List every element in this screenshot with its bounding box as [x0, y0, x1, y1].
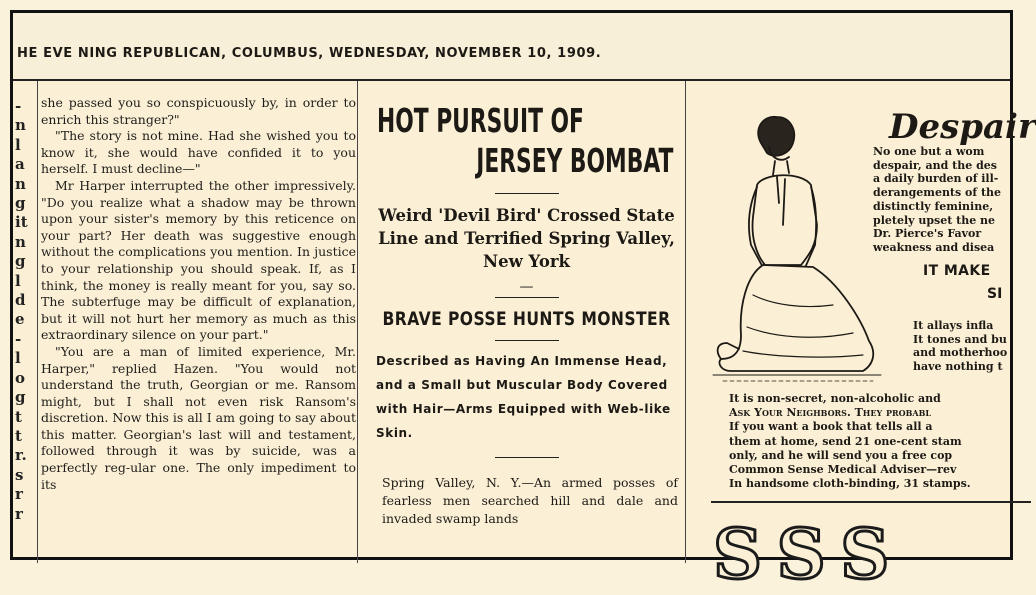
edge-letter: d — [15, 291, 26, 310]
ad-line: weakness and disea — [873, 240, 995, 254]
edge-letter: o — [15, 368, 26, 387]
story-paragraph: "The story is not mine. Had she wished you to know it, she would have confided it to you herself. I must decline—" — [41, 128, 356, 177]
divider — [495, 457, 559, 458]
ad-line: them at home, send 21 one-cent stam — [729, 434, 962, 448]
kneeling-woman-illustration — [713, 105, 883, 385]
edge-letter: a — [15, 155, 25, 174]
advertisement — [699, 81, 1036, 595]
column-rule — [357, 81, 358, 563]
ad-line: only, and he will send you a free cop — [729, 448, 953, 462]
article-summary: Described as Having An Immense Head, and a Small but Muscular Body Covered with Hair—Arms Equipped with Web-like Skin. — [376, 354, 671, 440]
ad-line: Dr. Pierce's Favor — [873, 227, 982, 241]
story-paragraph: "You are a man of limited experience, Mr. Harper," replied Hazen. "You would not understand the truth, Georgian or me. Ransom might, but I shall not even risk Ransom's discretion. Now this is all I am going to say about this matter. Georgian's last will and testament, followed through it was by suicide, was a perfectly reg-ular one. The only impediment to its — [41, 343, 356, 492]
edge-letter: r. — [15, 446, 27, 465]
column-rule — [37, 81, 38, 563]
divider — [495, 340, 559, 341]
headline-line: HOT PURSUIT OF — [377, 101, 584, 140]
ad-banner: IT MAKE — [923, 263, 991, 279]
masthead-bar — [13, 13, 1010, 81]
newspaper-page — [10, 10, 1036, 595]
edge-letter: g — [15, 252, 26, 271]
ad-line: If you want a book that tells all a — [729, 420, 933, 434]
edge-letter: n — [15, 174, 26, 193]
deck-headline: BRAVE POSSE HUNTS MONSTER — [382, 308, 671, 330]
edge-letter: r — [15, 504, 23, 523]
edge-letter: r — [15, 485, 23, 504]
headline — [377, 101, 674, 181]
serial-story-column — [41, 95, 356, 493]
ad-line: despair, and the des — [873, 158, 997, 172]
edge-letter: l — [15, 349, 21, 368]
ad-line: derangements of the — [873, 186, 1002, 200]
edge-letter: - — [15, 97, 22, 115]
ad-line: It allays infla — [913, 319, 994, 332]
ad-body — [729, 392, 1029, 491]
ad-line: It tones and bu — [913, 332, 1007, 346]
article-body: Spring Valley, N. Y.—An armed posses of fearless men searched hill and dale and invaded swamp lands — [382, 475, 678, 526]
edge-letter: t — [15, 407, 22, 426]
ad-line: pletely upset the ne — [873, 213, 996, 227]
divider — [495, 297, 559, 298]
edge-letter: n — [15, 232, 26, 251]
dash-ornament: — — [519, 279, 534, 295]
ad-line: Common Sense Medical Adviser—rev — [729, 463, 957, 477]
news-article — [360, 91, 693, 528]
edge-letter: n — [15, 116, 26, 135]
cropped-edge-column — [15, 97, 29, 524]
subheadline: Weird 'Devil Bird' Crossed State Line and Terrified Spring Valley, New York — [378, 206, 675, 271]
ad-middle — [913, 319, 1023, 373]
edge-letter: e — [15, 310, 25, 329]
ad-line: No one but a wom — [873, 145, 985, 158]
divider — [495, 193, 559, 194]
edge-letter: - — [15, 329, 22, 348]
sss-logo: SSS — [713, 515, 906, 595]
ad-line: have nothing t — [913, 359, 1003, 373]
ad-line: It is non-secret, non-alcoholic and — [729, 392, 941, 405]
story-paragraph: she passed you so conspicuously by, in order to enrich this stranger?" — [41, 95, 356, 127]
edge-letter: it — [15, 213, 28, 232]
ad-title: Despair — [889, 107, 1036, 147]
ad-line: distinctly feminine, — [873, 199, 994, 213]
edge-letter: t — [15, 426, 22, 445]
story-paragraph: Mr Harper interrupted the other impressively. "Do you realize what a shadow may be thrown upon your sister's memory by this reticence on your part? Her death was suggestive enough without the complications you mention. In justice to your relationship you should speak. If, as I think, the money is really meant for you, say so. The subterfuge may be difficult of explanation, but it will not hurt her memory as much as this extraordinary silence on your part." — [41, 177, 356, 343]
ad-intro — [873, 145, 1033, 255]
ad-banner: SI — [987, 286, 1003, 302]
ad-line: a daily burden of ill- — [873, 172, 999, 186]
ad-line: Ask Your Neighbors. They probabl — [729, 406, 931, 420]
ad-line: and motherhoo — [913, 346, 1008, 359]
edge-letter: s — [15, 465, 24, 484]
ad-line: In handsome cloth-binding, 31 stamps. — [729, 477, 971, 491]
edge-letter: g — [15, 388, 26, 407]
dateline: HE EVE NING REPUBLICAN, COLUMBUS, WEDNESDAY, NOVEMBER 10, 1909. — [17, 46, 602, 61]
edge-letter: l — [15, 271, 21, 290]
headline-line: JERSEY BOMBAT — [476, 141, 674, 180]
ad-divider — [711, 501, 1031, 503]
edge-letter: g — [15, 194, 26, 213]
edge-letter: l — [15, 135, 21, 154]
